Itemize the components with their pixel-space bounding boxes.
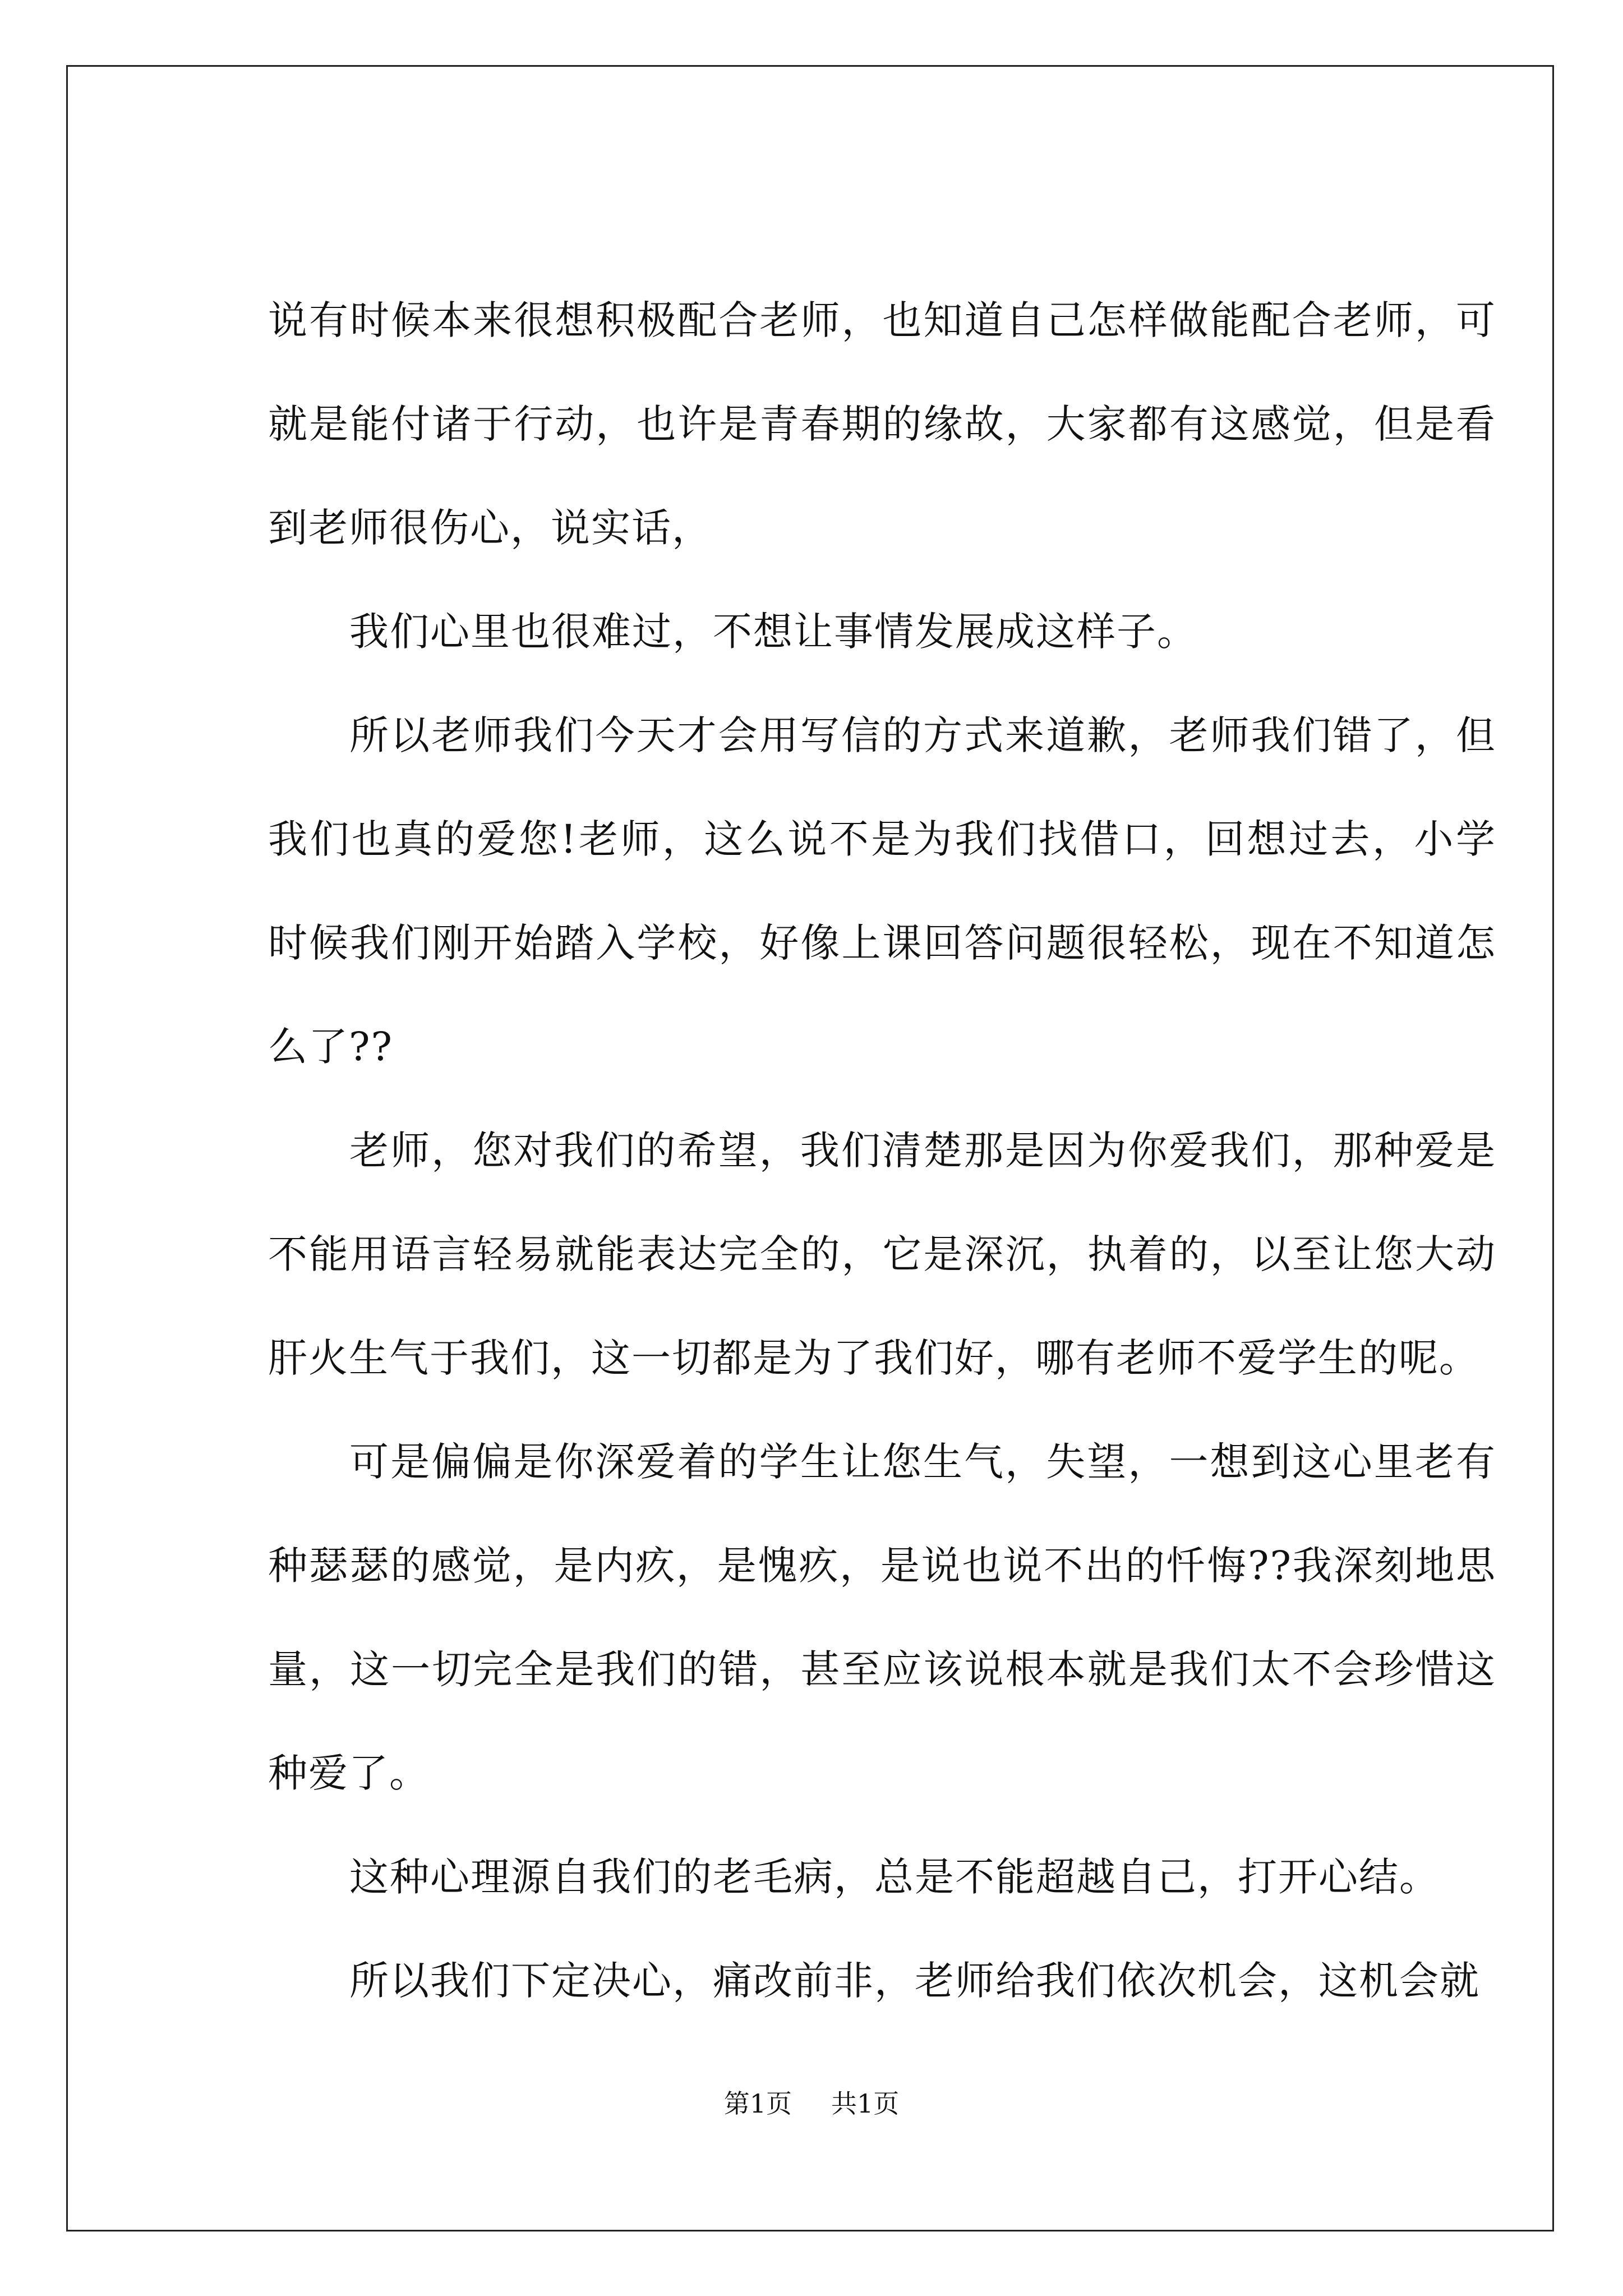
- paragraph-6: 这种心理源自我们的老毛病，总是不能超越自己，打开心结。: [349, 1854, 1440, 1900]
- paragraph-2: 我们心里也很难过，不想让事情发展成这样子。: [349, 609, 1197, 655]
- document-body: [268, 269, 1496, 2033]
- page-number: 第1页: [723, 2088, 792, 2119]
- paragraph-3: 所以老师我们今天才会用写信的方式来道歉，老师我们错了，但我们也真的爱您!老师，这么说不是为我们找借口，回想过去，小学时候我们刚开始踏入学校，好像上课回答问题很轻松，现在不知道怎么了??: [268, 712, 1496, 1070]
- paragraph-5: 可是偏偏是你深爱着的学生让您生气，失望，一想到这心里老有种瑟瑟的感觉，是内疚，是愧疚，是说也说不出的忏悔??我深刻地思量，这一切完全是我们的错，甚至应该说根本就是我们太不会珍惜这种爱了。: [268, 1439, 1496, 1796]
- paragraph-4: 老师，您对我们的希望，我们清楚那是因为你爱我们，那种爱是不能用语言轻易就能表达完全的，它是深沉，执着的，以至让您大动肝火生气于我们，这一切都是为了我们好，哪有老师不爱学生的呢。: [268, 1128, 1496, 1381]
- paragraph-7: 所以我们下定决心，痛改前非，老师给我们依次机会，这机会就: [349, 1958, 1480, 2004]
- page-footer: [0, 2087, 1623, 2120]
- page-border: [66, 65, 1554, 2231]
- page-total: 共1页: [831, 2088, 900, 2119]
- paragraph-1: 说有时候本来很想积极配合老师，也知道自己怎样做能配合老师，可就是能付诸于行动，也许是青春期的缘故，大家都有这感觉，但是看到老师很伤心，说实话，: [268, 297, 1496, 551]
